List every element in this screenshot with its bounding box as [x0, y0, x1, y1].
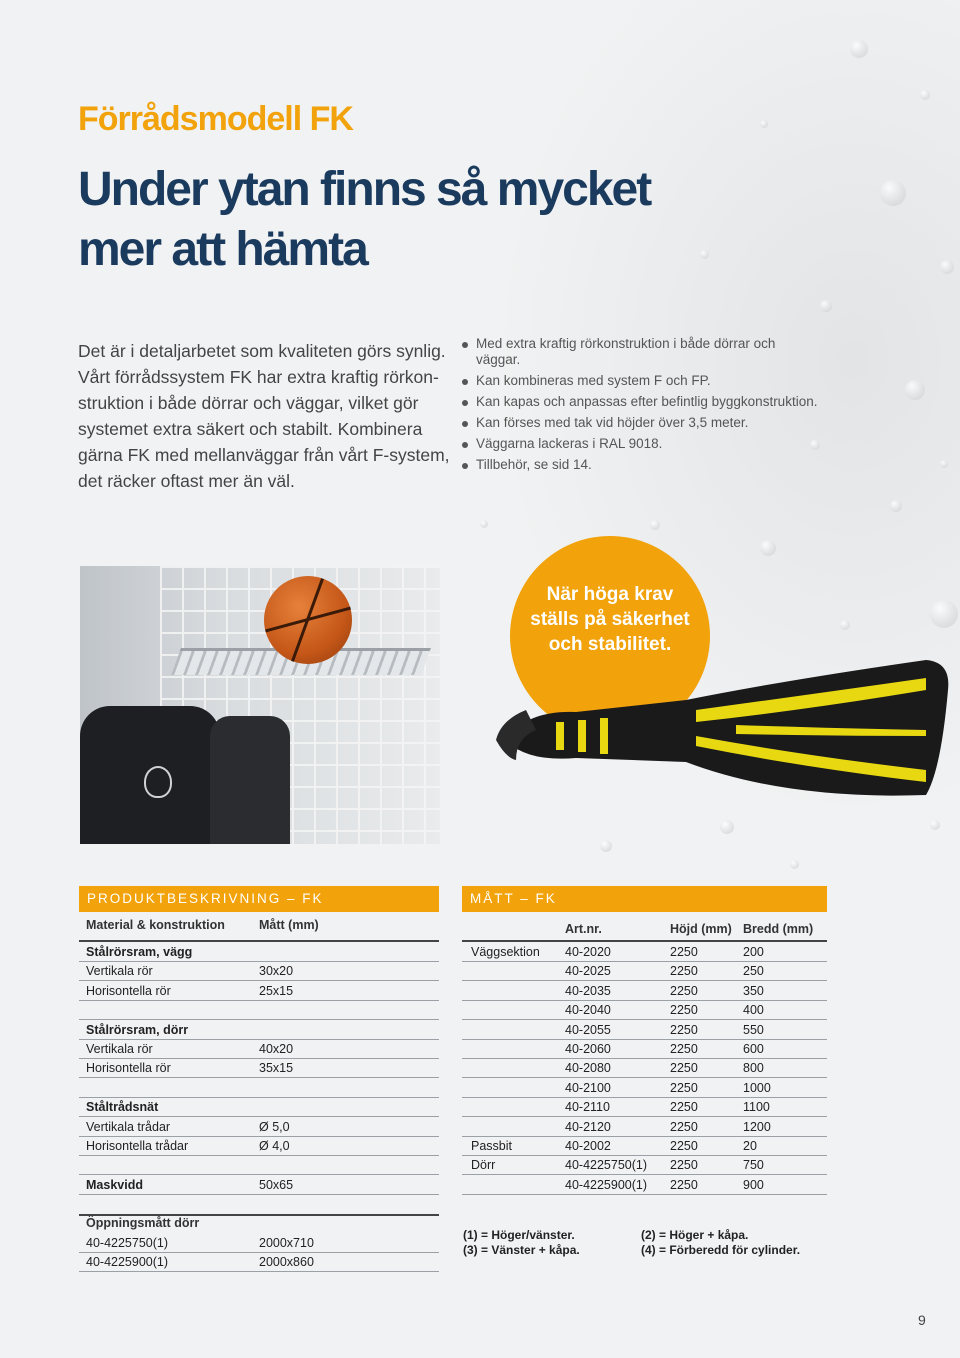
cell-material: Vertikala rör — [86, 964, 153, 979]
table-row — [79, 943, 439, 962]
headline — [78, 160, 798, 280]
cell-height: 2250 — [670, 1158, 698, 1173]
cell-height: 2250 — [670, 964, 698, 979]
table-row — [79, 1059, 439, 1078]
cell-material: Maskvidd — [86, 1177, 143, 1192]
cell-dimension: 35x15 — [259, 1061, 294, 1076]
cell-dimension: 25x15 — [259, 983, 294, 998]
col-artnr-header: Art.nr. — [565, 922, 602, 936]
table-row — [462, 1098, 827, 1117]
intro-line: struktion i både dörrar och väggar, vilket gör — [78, 393, 419, 413]
cell-type: Dörr — [471, 1158, 496, 1173]
badge-line: och stabilitet. — [548, 634, 672, 655]
water-drop — [890, 500, 902, 512]
cell-height: 2250 — [670, 1119, 698, 1134]
product-photo-shelf — [80, 566, 440, 844]
table-row — [79, 1098, 439, 1117]
product-description-table — [79, 943, 439, 1196]
cell-height: 2250 — [670, 1139, 698, 1153]
cell-width: 20 — [743, 1139, 757, 1153]
intro-line: Vårt förrådssystem FK har extra kraftig rörkon- — [78, 367, 439, 387]
feature-item: Väggarna lackeras i RAL 9018. — [462, 436, 862, 452]
intro-paragraph — [78, 338, 458, 494]
cell-width: 1000 — [743, 1080, 771, 1095]
cell-artnr: 40-2120 — [565, 1119, 611, 1134]
diving-fin-image — [486, 650, 956, 800]
water-drop — [600, 840, 612, 852]
cell-dimension: 30x20 — [259, 964, 294, 979]
table-row — [462, 1040, 827, 1059]
col-material-header: Material & konstruktion — [86, 918, 225, 932]
opening-dimensions-table — [79, 1234, 439, 1274]
cell-material: Stålrörsram, dörr — [86, 1022, 189, 1037]
cell-type: Passbit — [471, 1139, 512, 1153]
table-row — [79, 1021, 439, 1040]
cell-artnr: 40-4225900(1) — [565, 1177, 648, 1192]
cell-material: Vertikala rör — [86, 1042, 153, 1056]
cell-height: 2250 — [670, 1003, 698, 1018]
table-row — [79, 1156, 439, 1175]
water-drop — [820, 300, 832, 312]
intro-line: gärna FK med mellanväggar från vårt F-system, — [78, 445, 450, 465]
water-drop — [840, 620, 850, 630]
cell-artnr: 40-4225750(1) — [86, 1236, 169, 1250]
cell-height: 2250 — [670, 1100, 698, 1115]
cell-artnr: 40-2110 — [565, 1100, 610, 1115]
feature-item: Tillbehör, se sid 14. — [462, 457, 862, 473]
table-row — [79, 1118, 439, 1137]
table-row — [79, 982, 439, 1001]
table-row — [79, 1253, 439, 1272]
water-drop — [930, 820, 940, 830]
intro-line: Det är i detaljarbetet som kvaliteten görs synlig. — [78, 341, 446, 361]
water-drop — [480, 520, 488, 528]
table-row — [462, 1001, 827, 1020]
table-row — [79, 1040, 439, 1059]
feature-item: Med extra kraftig rörkonstruktion i både dörrar och väggar. — [462, 336, 786, 368]
footnote: (3) = Vänster + kåpa. — [463, 1243, 580, 1257]
table-row — [462, 1021, 827, 1040]
table-row — [79, 1079, 439, 1098]
measurements-header: MÅTT – FK — [462, 886, 827, 912]
col-height-header: Höjd (mm) — [670, 922, 732, 936]
badge-line: När höga krav — [546, 584, 674, 605]
water-drop — [940, 260, 954, 274]
table-row — [462, 982, 827, 1001]
cell-artnr: 40-2025 — [565, 964, 611, 979]
cell-dimension: 2000x710 — [259, 1236, 314, 1250]
table-row — [79, 1234, 439, 1253]
badge-text — [510, 582, 710, 657]
cell-dimension: 40x20 — [259, 1042, 294, 1056]
feature-item: Kan kapas och anpassas efter befintlig byggkonstruktion. — [462, 394, 862, 410]
table-divider — [79, 940, 439, 942]
feature-item: Kan förses med tak vid höjder över 3,5 meter. — [462, 415, 862, 431]
cell-type: Väggsektion — [471, 945, 540, 959]
intro-line: det räcker oftast mer än väl. — [78, 471, 295, 491]
table-divider — [462, 940, 827, 942]
table-row — [462, 1118, 827, 1137]
cell-artnr: 40-2060 — [565, 1042, 611, 1056]
table-row — [462, 943, 827, 962]
cell-height: 2250 — [670, 945, 698, 959]
table-row — [462, 1059, 827, 1078]
cell-width: 250 — [743, 964, 764, 979]
cell-material: Horisontella rör — [86, 1061, 171, 1076]
water-drop — [905, 380, 925, 400]
cell-width: 400 — [743, 1003, 764, 1018]
cell-artnr: 40-2020 — [565, 945, 611, 959]
cell-material: Ståltrådsnät — [86, 1100, 159, 1115]
cell-width: 200 — [743, 945, 764, 959]
cell-width: 800 — [743, 1061, 764, 1076]
water-drop — [880, 180, 906, 206]
cell-height: 2250 — [670, 983, 698, 998]
footnote: (2) = Höger + kåpa. — [641, 1228, 749, 1242]
cell-width: 750 — [743, 1158, 764, 1173]
cell-height: 2250 — [670, 1022, 698, 1037]
jacket-logo-icon — [144, 766, 172, 798]
feature-item: Kan kombineras med system F och FP. — [462, 373, 862, 389]
water-drop — [760, 120, 768, 128]
water-drop — [940, 460, 948, 468]
cell-material: Horisontella trådar — [86, 1139, 189, 1153]
page-number: 9 — [918, 1312, 926, 1328]
cell-height: 2250 — [670, 1042, 698, 1056]
cell-artnr: 40-2035 — [565, 983, 611, 998]
cell-dimension: Ø 4,0 — [259, 1139, 290, 1153]
cell-height: 2250 — [670, 1080, 698, 1095]
cell-width: 600 — [743, 1042, 764, 1056]
cell-artnr: 40-2055 — [565, 1022, 611, 1037]
measurements-table — [462, 943, 827, 1196]
headline-line-2: mer att hämta — [78, 223, 367, 276]
col-dimensions-header: Mått (mm) — [259, 918, 319, 932]
table-row — [79, 1137, 439, 1156]
cell-artnr: 40-4225750(1) — [565, 1158, 648, 1173]
headline-line-1: Under ytan finns så mycket — [78, 163, 651, 216]
cell-material: Horisontella rör — [86, 983, 171, 998]
table-row — [462, 962, 827, 981]
cell-dimension: 2000x860 — [259, 1255, 314, 1270]
product-description-header: PRODUKTBESKRIVNING – FK — [79, 886, 439, 912]
cell-width: 1100 — [743, 1100, 770, 1115]
table-row — [462, 1176, 827, 1195]
cell-artnr: 40-2100 — [565, 1080, 611, 1095]
cell-width: 900 — [743, 1177, 764, 1192]
table-row — [79, 962, 439, 981]
cell-dimension: Ø 5,0 — [259, 1119, 290, 1134]
cell-width: 1200 — [743, 1119, 771, 1134]
water-drop — [920, 90, 930, 100]
product-model-title: Förrådsmodell FK — [78, 100, 353, 138]
cell-material: Vertikala trådar — [86, 1119, 171, 1134]
cell-artnr: 40-2040 — [565, 1003, 611, 1018]
cell-height: 2250 — [670, 1061, 698, 1076]
cell-artnr: 40-4225900(1) — [86, 1255, 169, 1270]
table-row — [79, 1176, 439, 1195]
cell-dimension: 50x65 — [259, 1177, 294, 1192]
footnote: (4) = Förberedd för cylinder. — [641, 1243, 801, 1257]
table-row — [462, 1137, 827, 1156]
table-row — [462, 1079, 827, 1098]
table-row — [462, 1156, 827, 1175]
water-drop — [760, 540, 776, 556]
table-row — [79, 1001, 439, 1020]
badge-line: ställs på säkerhet — [530, 609, 690, 630]
col-width-header: Bredd (mm) — [743, 922, 814, 936]
cell-width: 350 — [743, 983, 764, 998]
water-drop — [650, 520, 660, 530]
opening-dimensions-title: Öppningsmått dörr — [86, 1216, 200, 1230]
cell-height: 2250 — [670, 1177, 698, 1192]
water-drop — [930, 600, 958, 628]
footnote: (1) = Höger/vänster. — [463, 1228, 575, 1242]
cell-artnr: 40-2002 — [565, 1139, 611, 1153]
water-drop — [720, 820, 734, 834]
water-drop — [790, 860, 799, 869]
feature-list — [462, 336, 862, 478]
cell-width: 550 — [743, 1022, 764, 1037]
cell-material: Stålrörsram, vägg — [86, 945, 193, 959]
wetsuit-image — [210, 716, 290, 844]
intro-line: systemet extra säkert och stabilt. Kombinera — [78, 419, 423, 439]
basketball-image — [264, 576, 352, 664]
cell-artnr: 40-2080 — [565, 1061, 611, 1076]
water-drop — [850, 40, 868, 58]
